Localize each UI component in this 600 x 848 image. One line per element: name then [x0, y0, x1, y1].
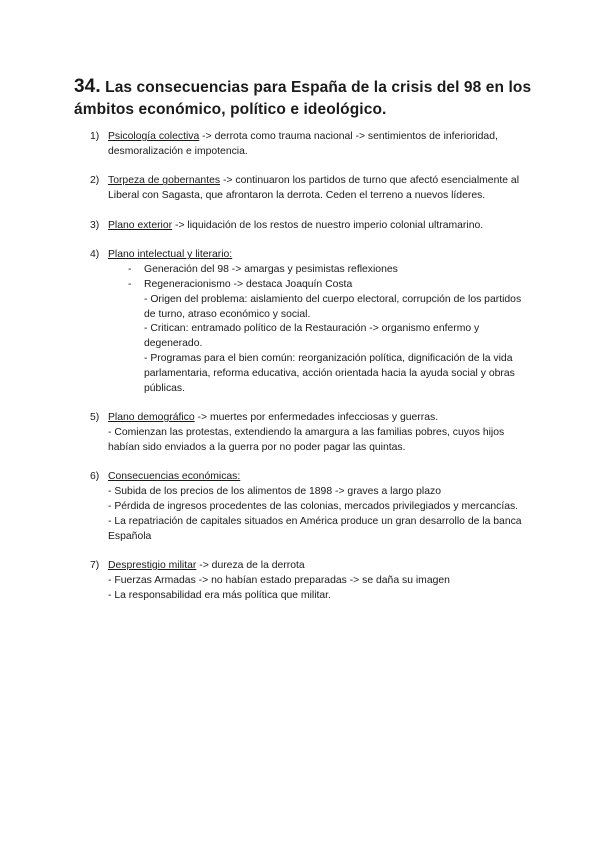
item-heading: Psicología colectiva	[108, 131, 200, 142]
item-line: - La responsabilidad era más política que militar.	[108, 589, 331, 601]
consequences-list	[90, 130, 530, 618]
list-item-gobernantes	[90, 174, 530, 204]
item-heading: Plano demográfico	[108, 412, 195, 424]
item-number: 1)	[90, 131, 100, 142]
item-heading-line	[108, 470, 530, 485]
page-title	[74, 76, 544, 121]
item-text: -> muertes por enfermedades infecciosas y guerras.	[194, 412, 439, 424]
list-item-militar	[90, 559, 530, 603]
item-number: 2)	[90, 175, 100, 187]
item-line: - Comienzan las protestas, extendiendo la amargura a las familias pobres, cuyos hijos habían sido enviados a la guerra por no poder pagar las quintas.	[108, 426, 505, 453]
item-text: -> dureza de la derrota	[196, 560, 305, 572]
list-item-psicologia	[90, 130, 530, 160]
item-line: - Fuerzas Armadas -> no habían estado preparadas -> se daña su imagen	[108, 574, 450, 586]
list-item-demografico	[90, 411, 530, 455]
sub-bullet-text: Generación del 98 -> amargas y pesimistas reflexiones	[144, 264, 398, 276]
list-item-economicas	[90, 470, 530, 544]
item-body	[108, 559, 530, 574]
item-heading-line	[108, 248, 530, 263]
item-body	[108, 174, 530, 204]
item-number: 6)	[90, 471, 100, 483]
item-text: -> derrota como trauma nacional -> sentimientos de inferioridad, desmoralización e impotencia.	[108, 131, 498, 157]
item-text: -> continuaron los partidos de turno que afectó esencialmente al Liberal con Sagasta, que afrontaron la derrota. Ceden el terreno a nuevos líderes.	[108, 175, 519, 202]
item-number: 4)	[90, 249, 100, 261]
list-item-intelectual	[90, 248, 530, 396]
item-heading: Plano intelectual y literario:	[108, 249, 233, 261]
item-heading: Torpeza de gobernantes	[108, 175, 221, 187]
sub-point: - Programas para el bien común: reorganización política, dignificación de la vida parlamentaria, reforma educativa, acción orientada hacia la ayuda social y obras públicas.	[144, 352, 515, 394]
sub-point: - Critican: entramado político de la Restauración -> organismo enfermo y degenerado.	[144, 323, 480, 350]
item-heading: Consecuencias económicas:	[108, 471, 241, 483]
sub-bullet-text: Regeneracionismo -> destaca Joaquín Costa	[144, 278, 353, 290]
item-text: -> liquidación de los restos de nuestro imperio colonial ultramarino.	[172, 219, 484, 231]
item-heading: Plano exterior	[108, 219, 173, 231]
sub-bullet	[108, 278, 530, 293]
sub-point: - Origen del problema: aislamiento del cuerpo electoral, corrupción de los partidos de turno, atraso económico y social.	[144, 293, 522, 320]
list-item-exterior	[90, 219, 530, 234]
item-number: 7)	[90, 560, 100, 572]
dash-bullet: -	[128, 264, 132, 276]
item-line: - Pérdida de ingresos procedentes de las colonias, mercados privilegiados y mercancías.	[108, 500, 519, 512]
item-number: 3)	[90, 219, 100, 231]
item-line: - Subida de los precios de los alimentos de 1898 -> graves a largo plazo	[108, 486, 441, 498]
item-body	[108, 130, 530, 160]
title-text: Las consecuencias para España de la crisis del 98 en los ámbitos económico, político e ideológico.	[74, 79, 532, 118]
dash-bullet: -	[128, 278, 132, 290]
item-body	[108, 219, 530, 234]
title-number: 34.	[74, 76, 101, 97]
item-body	[108, 411, 530, 426]
item-number: 5)	[90, 412, 100, 424]
item-heading: Desprestigio militar	[108, 560, 197, 572]
item-line: - La repatriación de capitales situados en América produce un gran desarrollo de la banca Española	[108, 515, 522, 542]
sub-bullet	[108, 263, 530, 278]
